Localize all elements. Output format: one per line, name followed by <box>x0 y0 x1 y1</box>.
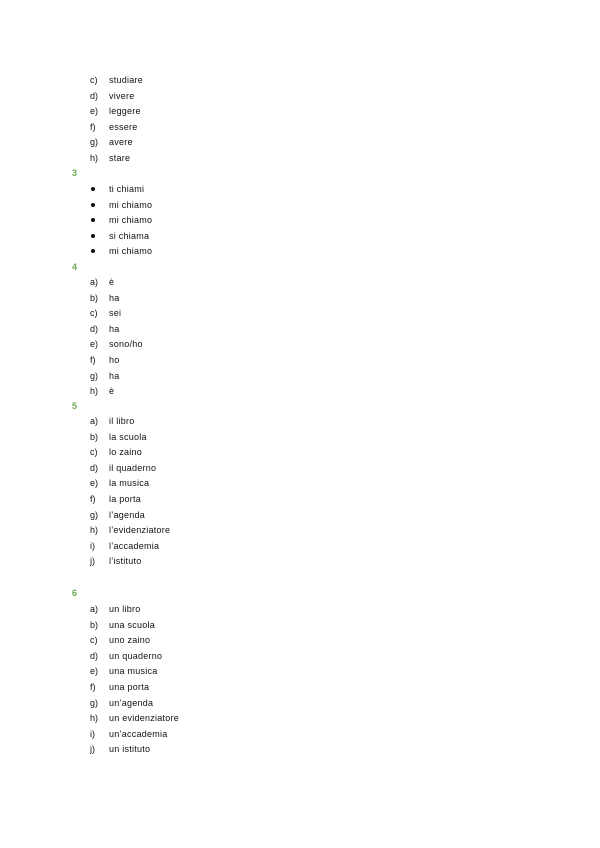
item-text: un quaderno <box>109 650 163 661</box>
list-marker: b) <box>90 292 99 303</box>
item-text: un evidenziatore <box>109 713 180 724</box>
list-marker: d) <box>90 323 99 334</box>
list-marker: f) <box>90 354 96 365</box>
bullet-icon <box>91 203 95 207</box>
item-text: un istituto <box>109 744 151 755</box>
list-marker: c) <box>90 635 98 646</box>
list-marker: h) <box>90 713 99 724</box>
list-marker: e) <box>90 339 99 350</box>
item-text: l’istituto <box>109 556 142 567</box>
list-marker: e) <box>90 106 99 117</box>
item-text: studiare <box>109 75 144 85</box>
list-marker: d) <box>90 462 99 473</box>
item-text: lo zaino <box>109 447 143 458</box>
item-text: la porta <box>109 493 142 504</box>
item-text: una musica <box>109 666 158 677</box>
list-marker: e) <box>90 478 99 489</box>
item-text: ha <box>109 292 120 303</box>
item-text: l’evidenziatore <box>109 525 171 536</box>
list-marker: g) <box>90 137 99 148</box>
item-text: mi chiamo <box>109 246 153 257</box>
item-text: un’accademia <box>109 728 168 739</box>
list-marker: i) <box>90 540 95 551</box>
list-marker: b) <box>90 431 99 442</box>
item-text: sei <box>109 308 122 319</box>
list-marker: j) <box>90 744 95 755</box>
item-text: sono/ho <box>109 339 143 350</box>
list-marker: a) <box>90 277 99 287</box>
bullet-icon <box>91 234 95 238</box>
list-marker: a) <box>90 604 99 614</box>
section-heading: 6 <box>72 588 78 598</box>
item-text: l’accademia <box>109 540 160 551</box>
list-marker: d) <box>90 650 99 661</box>
list-marker: g) <box>90 370 99 381</box>
list-marker: g) <box>90 697 99 708</box>
item-text: leggere <box>109 106 141 117</box>
item-text: un’agenda <box>109 697 154 708</box>
list-marker: b) <box>90 619 99 630</box>
item-text: mi chiamo <box>109 199 153 210</box>
list-marker: f) <box>90 493 96 504</box>
item-text: l’agenda <box>109 509 146 520</box>
section-heading: 4 <box>72 262 78 272</box>
item-text: essere <box>109 121 138 132</box>
list-marker: h) <box>90 386 99 397</box>
item-text: una porta <box>109 681 150 692</box>
item-text: ho <box>109 354 120 365</box>
list-marker: h) <box>90 525 99 536</box>
bullet-icon <box>91 187 95 191</box>
item-text: stare <box>109 152 131 163</box>
bullet-icon <box>91 218 95 222</box>
list-marker: j) <box>90 556 95 567</box>
section-heading: 5 <box>72 401 78 411</box>
bullet-icon <box>91 249 95 253</box>
section-heading: 3 <box>72 168 78 178</box>
item-text: è <box>109 277 115 287</box>
item-text: il quaderno <box>109 462 157 473</box>
list-marker: c) <box>90 447 98 458</box>
list-marker: c) <box>90 75 98 85</box>
list-marker: e) <box>90 666 99 677</box>
list-marker: a) <box>90 416 99 426</box>
item-text: la scuola <box>109 431 147 442</box>
item-text: ha <box>109 370 120 381</box>
list-marker: i) <box>90 728 95 739</box>
item-text: vivere <box>109 90 135 101</box>
item-text: una scuola <box>109 619 156 630</box>
item-text: un libro <box>109 604 141 614</box>
item-text: la musica <box>109 478 150 489</box>
item-text: mi chiamo <box>109 215 153 226</box>
item-text: si chiama <box>109 230 150 241</box>
list-marker: f) <box>90 121 96 132</box>
list-marker: g) <box>90 509 99 520</box>
list-marker: f) <box>90 681 96 692</box>
list-marker: h) <box>90 152 99 163</box>
item-text: il libro <box>109 416 135 426</box>
list-marker: c) <box>90 308 98 319</box>
list-marker: d) <box>90 90 99 101</box>
item-text: avere <box>109 137 133 148</box>
item-text: ha <box>109 323 120 334</box>
item-text: ti chiami <box>109 184 145 194</box>
item-text: è <box>109 386 115 397</box>
item-text: uno zaino <box>109 635 151 646</box>
